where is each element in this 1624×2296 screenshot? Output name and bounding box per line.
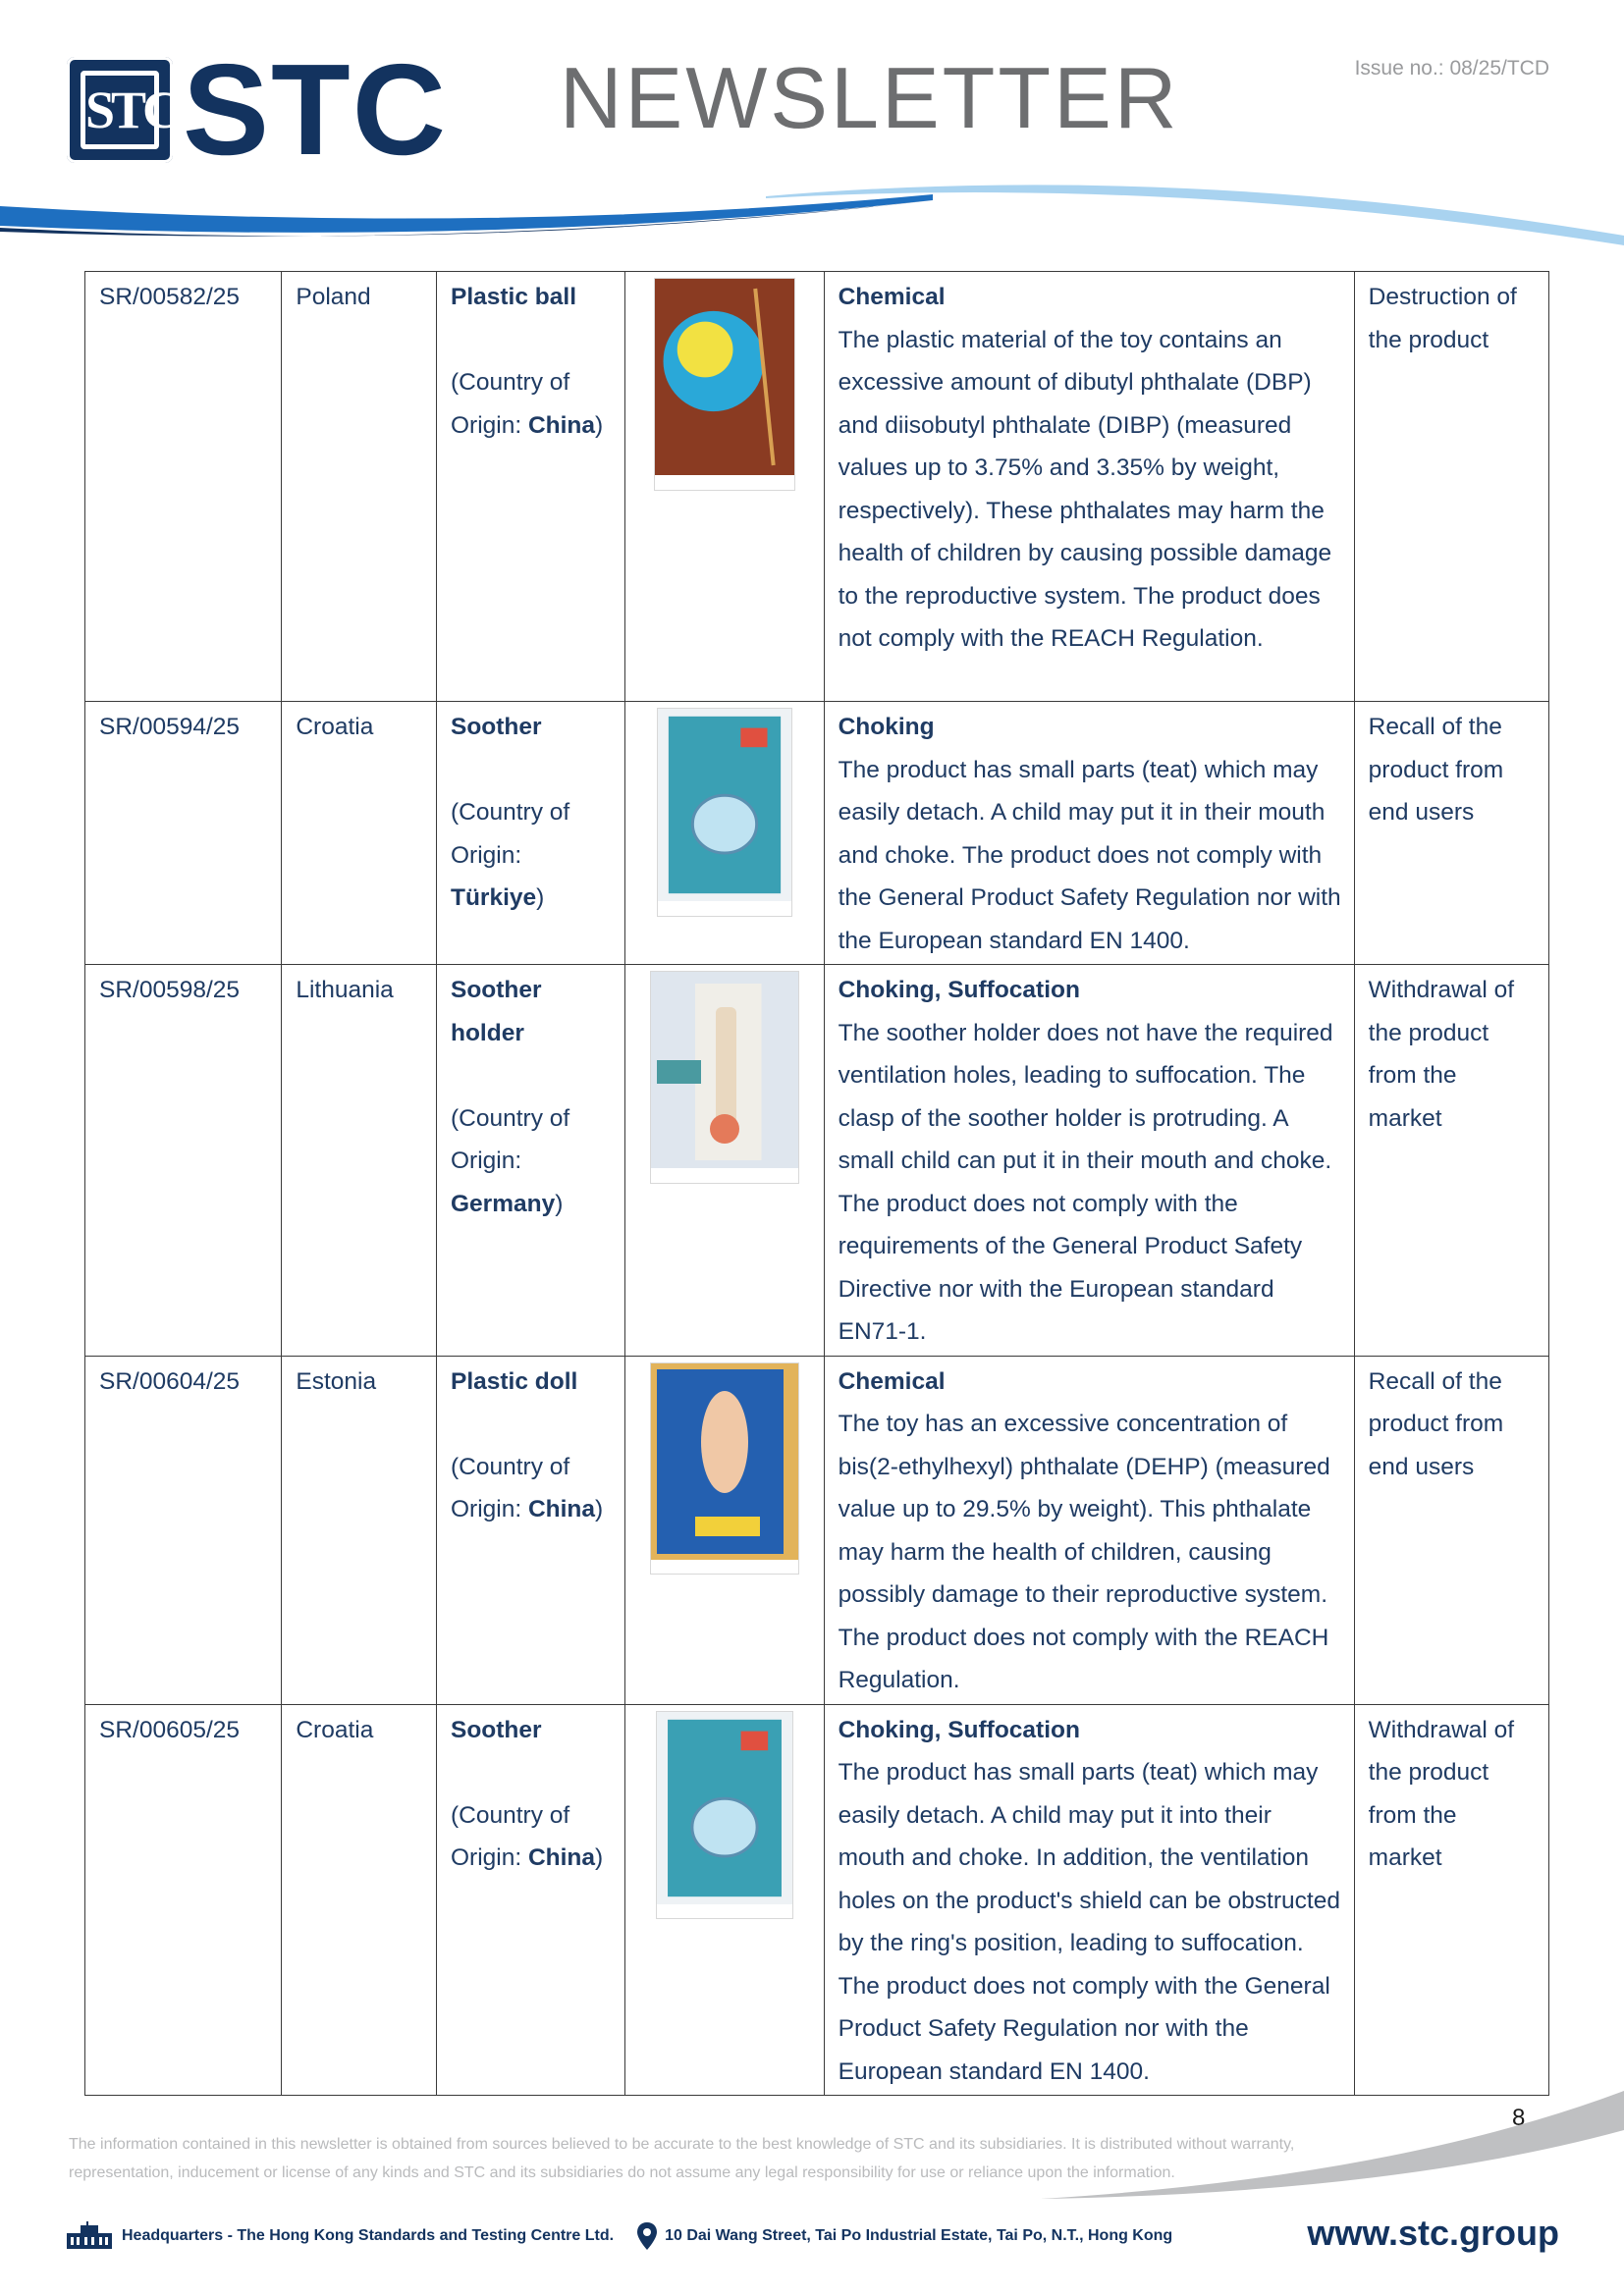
measure-cell	[1354, 1704, 1548, 2096]
product-cell	[437, 1704, 625, 2096]
reference-cell	[85, 1704, 282, 2096]
table-row	[85, 702, 1549, 965]
photo-cell	[625, 965, 824, 1357]
country-cell	[282, 1356, 437, 1704]
measure-cell	[1354, 965, 1548, 1357]
newsletter-title: NEWSLETTER	[560, 49, 1180, 146]
disclaimer-text: The information contained in this newsletter is obtained from sources believed to be accurate to the best knowledge of STC and its subsidiaries. It is distributed without warranty, representation, inducement or license of any kinds and STC and its subsidiaries do not assume any legal responsibility for use or reliance upon the information.	[69, 2136, 1295, 2181]
measure-cell	[1354, 272, 1548, 702]
page-header	[0, 0, 1624, 255]
notifying-country: Croatia	[296, 1716, 374, 1743]
headquarters-text: Headquarters - The Hong Kong Standards and Testing Centre Ltd.	[122, 2227, 615, 2244]
photo-cell	[625, 1356, 824, 1704]
reference-cell	[85, 702, 282, 965]
spacer	[451, 319, 613, 362]
origin-country: Türkiye	[451, 884, 537, 911]
reference-number: SR/00604/25	[99, 1367, 241, 1395]
table-row	[85, 965, 1549, 1357]
risk-cell	[824, 1704, 1354, 2096]
origin-country: China	[527, 411, 596, 439]
soother-holder-photo	[650, 971, 799, 1184]
plastic-ball-photo	[654, 278, 795, 491]
reference-number: SR/00605/25	[99, 1716, 241, 1743]
spacer	[451, 1403, 613, 1446]
origin-prefix: (Country of Origin:	[451, 1104, 570, 1174]
photo-cell	[625, 272, 824, 702]
reference-number: SR/00598/25	[99, 977, 241, 1003]
origin-suffix: )	[595, 1496, 604, 1522]
soother-package-photo	[656, 1711, 793, 1920]
product-name: Plastic doll	[451, 1367, 578, 1395]
origin-country: China	[527, 1496, 596, 1522]
origin-suffix: )	[536, 884, 545, 911]
reference-cell	[85, 272, 282, 702]
country-cell	[282, 272, 437, 702]
soother-package-photo	[657, 708, 792, 917]
risk-cell	[824, 272, 1354, 702]
notifying-country: Lithuania	[296, 977, 394, 1003]
header-swoosh	[0, 177, 1624, 255]
country-of-origin	[451, 1097, 613, 1226]
country-cell	[282, 965, 437, 1357]
product-cell	[437, 1356, 625, 1704]
origin-prefix: (Country of Origin:	[451, 1453, 570, 1522]
address-text: 10 Dai Wang Street, Tai Po Industrial Estate, Tai Po, N.T., Hong Kong	[665, 2227, 1173, 2244]
photo-cell	[625, 1704, 824, 2096]
risk-description: The soother holder does not have the required ventilation holes, leading to suffocation. The clasp of the soother holder is protruding. A small child can put it in their mouth and choke. The product does not comply with the requirements of the General Product Safety Directive nor with the European standard EN71-1.	[838, 1019, 1333, 1345]
footer-bar	[65, 2213, 1559, 2256]
risk-type: Chemical	[838, 1367, 946, 1395]
measures-taken: Withdrawal of the product from the market	[1368, 977, 1515, 1132]
risk-cell	[824, 702, 1354, 965]
table-row	[85, 1704, 1549, 2096]
notifying-country: Croatia	[296, 714, 374, 740]
product-name: Soother holder	[451, 977, 542, 1046]
origin-prefix: (Country of Origin:	[451, 369, 570, 439]
origin-prefix: (Country of Origin:	[451, 799, 570, 869]
country-cell	[282, 1704, 437, 2096]
notifying-country: Estonia	[296, 1367, 377, 1395]
product-name: Plastic ball	[451, 284, 577, 310]
stc-logo	[67, 37, 448, 182]
reference-cell	[85, 1356, 282, 1704]
logo-text: STC	[183, 37, 448, 182]
risk-type: Choking, Suffocation	[838, 1716, 1080, 1743]
product-cell	[437, 702, 625, 965]
risk-cell	[824, 965, 1354, 1357]
measures-taken: Destruction of the product	[1368, 284, 1517, 353]
measure-cell	[1354, 1356, 1548, 1704]
country-of-origin	[451, 791, 613, 920]
risk-type: Choking, Suffocation	[838, 977, 1080, 1003]
country-of-origin	[451, 361, 613, 447]
building-icon	[65, 2221, 114, 2251]
risk-description: The product has small parts (teat) which may easily detach. A child may put it into their mouth and choke. In addition, the ventilation holes on the product's shield can be obstructed by the ring's position, leading to suffocation. The product does not comply with the General Product Safety Regulation nor with the European standard EN 1400.	[838, 1759, 1340, 2085]
reference-number: SR/00582/25	[99, 284, 241, 310]
table-row	[85, 1356, 1549, 1704]
origin-prefix: (Country of Origin:	[451, 1801, 570, 1871]
table-row	[85, 272, 1549, 702]
photo-cell	[625, 702, 824, 965]
page-number: 8	[1512, 2105, 1526, 2131]
origin-country: China	[527, 1844, 596, 1871]
spacer	[451, 1054, 613, 1097]
origin-suffix: )	[595, 411, 604, 439]
risk-description: The toy has an excessive concentration of bis(2-ethylhexyl) phthalate (DEHP) (measured value up to 29.5% by weight). This phthalate may harm the health of children, causing possibly damage to their reproductive system. The product does not comply with the REACH Regulation.	[838, 1411, 1330, 1693]
doll-package-photo	[650, 1362, 799, 1575]
product-name: Soother	[451, 1716, 542, 1743]
logo-mark-text: STC	[81, 71, 159, 149]
country-of-origin	[451, 1794, 613, 1880]
product-cell	[437, 272, 625, 702]
country-of-origin	[451, 1446, 613, 1531]
stc-logo-mark	[67, 57, 178, 163]
origin-suffix: )	[595, 1844, 604, 1871]
product-recall-table	[84, 271, 1549, 2096]
origin-country: Germany	[451, 1190, 556, 1217]
country-cell	[282, 702, 437, 965]
measures-taken: Withdrawal of the product from the market	[1368, 1716, 1515, 1871]
measures-taken: Recall of the product from end users	[1368, 714, 1504, 826]
risk-cell	[824, 1356, 1354, 1704]
risk-type: Choking	[838, 714, 935, 740]
reference-number: SR/00594/25	[99, 714, 241, 740]
spacer	[451, 1751, 613, 1794]
issue-number: Issue no.: 08/25/TCD	[1354, 57, 1549, 80]
origin-suffix: )	[555, 1190, 564, 1217]
spacer	[451, 749, 613, 792]
product-cell	[437, 965, 625, 1357]
website-link[interactable]: www.stc.group	[1307, 2213, 1559, 2253]
risk-description: The plastic material of the toy contains an excessive amount of dibutyl phthalate (DBP) and diisobutyl phthalate (DIBP) (measured values up to 3.75% and 3.35% by weight, respectively). These phthalates may harm the health of children by causing possible damage to the reproductive system. The product does not comply with the REACH Regulation.	[838, 326, 1332, 652]
risk-type: Chemical	[838, 284, 946, 310]
location-pin-icon	[637, 2222, 657, 2250]
reference-cell	[85, 965, 282, 1357]
product-name: Soother	[451, 714, 542, 740]
risk-description: The product has small parts (teat) which may easily detach. A child may put it in their mouth and choke. The product does not comply with the General Product Safety Regulation nor with the European standard EN 1400.	[838, 756, 1341, 954]
measure-cell	[1354, 702, 1548, 965]
measures-taken: Recall of the product from end users	[1368, 1367, 1504, 1480]
notifying-country: Poland	[296, 284, 371, 310]
